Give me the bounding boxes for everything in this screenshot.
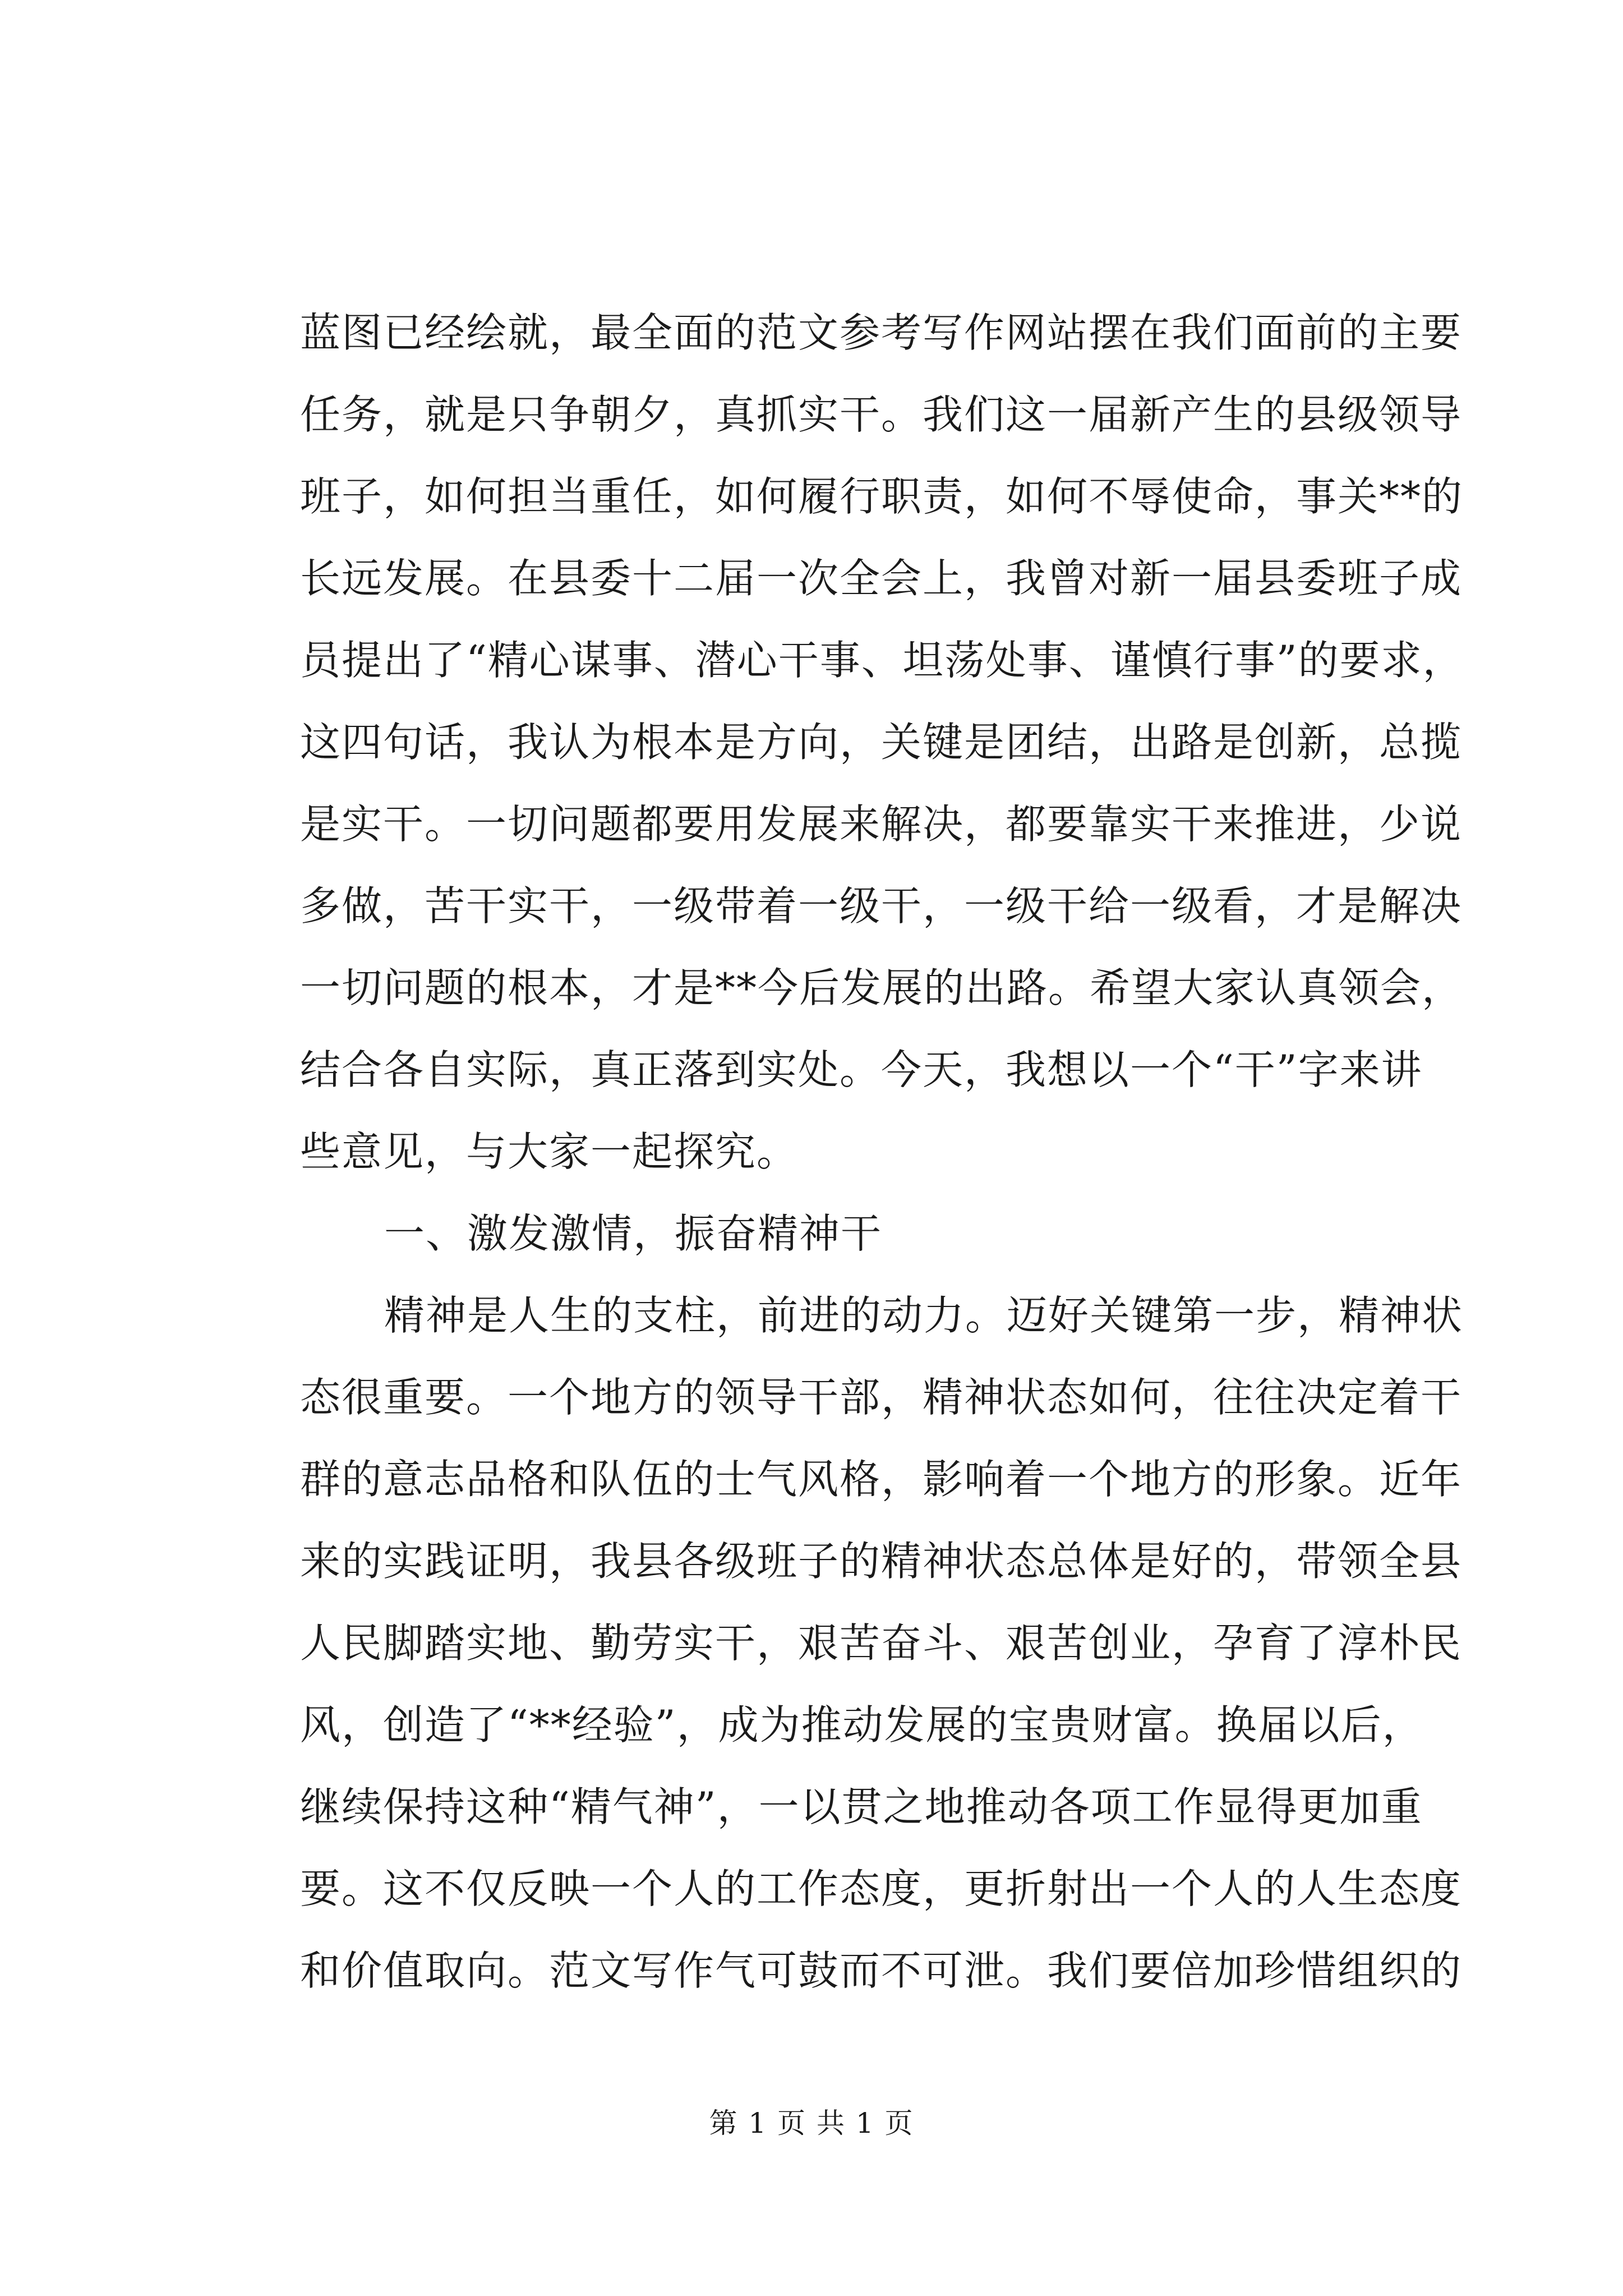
- paragraph-1-line: 结合各自实际，真正落到实处。今天，我想以一个“干”字来讲: [300, 1046, 1423, 1093]
- paragraph-1-line: 多做，苦干实干，一级带着一级干，一级干给一级看，才是解决: [300, 882, 1463, 930]
- document-body: [300, 292, 1464, 2012]
- paragraph-1-line: 班子，如何担当重任，如何履行职责，如何不辱使命，事关**的: [300, 473, 1464, 520]
- paragraph-2-line: 要。这不仅反映一个人的工作态度，更折射出一个人的人生态度: [300, 1865, 1463, 1912]
- paragraph-1-line: 这四句话，我认为根本是方向，关键是团结，出路是创新，总揽: [300, 719, 1463, 766]
- paragraph-2-line: 人民脚踏实地、勤劳实干，艰苦奋斗、艰苦创业，孕育了淳朴民: [300, 1619, 1463, 1667]
- section-heading: 一、激发激情，振奋精神干: [384, 1210, 883, 1257]
- paragraph-2-line: 风，创造了“**经验”，成为推动发展的宝贵财富。换届以后，: [300, 1701, 1424, 1749]
- paragraph-2-line: 继续保持这种“精气神”，一以贯之地推动各项工作显得更加重: [300, 1783, 1423, 1830]
- paragraph-1-line: 任务，就是只争朝夕，真抓实干。我们这一届新产生的县级领导: [300, 391, 1463, 438]
- paragraph-2-line: 精神是人生的支柱，前进的动力。迈好关键第一步，精神状: [384, 1292, 1464, 1339]
- page-footer: [0, 2101, 1623, 2141]
- paragraph-1-line: 一切问题的根本，才是**今后发展的出路。希望大家认真领会，: [300, 964, 1464, 1011]
- paragraph-1-line: 蓝图已经绘就，最全面的范文参考写作网站摆在我们面前的主要: [300, 309, 1463, 356]
- paragraph-1-line: 长远发展。在县委十二届一次全会上，我曾对新一届县委班子成: [300, 555, 1463, 602]
- page-number-label: 第 1 页 共 1 页: [709, 2107, 914, 2139]
- paragraph-2-line: 来的实践证明，我县各级班子的精神状态总体是好的，带领全县: [300, 1538, 1463, 1585]
- paragraph-1-line: 是实干。一切问题都要用发展来解决，都要靠实干来推进，少说: [300, 800, 1463, 848]
- paragraph-2-line: 和价值取向。范文写作气可鼓而不可泄。我们要倍加珍惜组织的: [300, 1947, 1463, 1994]
- paragraph-2-line: 态很重要。一个地方的领导干部，精神状态如何，往往决定着干: [300, 1374, 1463, 1421]
- paragraph-2-line: 群的意志品格和队伍的士气风格，影响着一个地方的形象。近年: [300, 1456, 1463, 1503]
- paragraph-1-line: 员提出了“精心谋事、潜心干事、坦荡处事、谨慎行事”的要求，: [300, 637, 1464, 684]
- paragraph-1-line: 些意见，与大家一起探究。: [300, 1128, 799, 1175]
